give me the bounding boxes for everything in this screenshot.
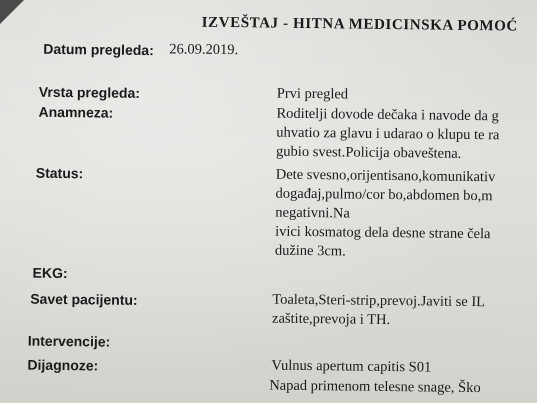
diagnosis-line-2: Napad primenom telesne snage, Ško — [269, 377, 481, 397]
exam-type-value: Prvi pregled — [276, 85, 349, 103]
ekg-label: EKG: — [32, 264, 68, 282]
diagnosis-line-1: Vulnus apertum capitis S01 — [271, 357, 432, 376]
diagnoses-label: Dijagnoze: — [27, 356, 99, 374]
anamnesis-label: Anamneza: — [38, 103, 114, 121]
status-line-2: događaj,pulmo/cor bo,abdomen bo,m — [275, 185, 493, 205]
patient-advice-label: Savet pacijentu: — [30, 290, 138, 308]
date-value: 26.09.2019. — [169, 41, 239, 59]
anamnesis-line-1: Roditelji dovode dečaka i navode da g — [276, 105, 499, 125]
exam-type-label: Vrsta pregleda: — [38, 83, 141, 101]
status-line-4: ivici kosmatog dela desne strane čela — [275, 223, 491, 243]
patient-advice-line-1: Toaleta,Steri-strip,prevoj.Javiti se IL — [272, 291, 486, 311]
anamnesis-line-3: gubio svest.Policija obaveštena. — [275, 143, 462, 162]
photo-shadow-corner — [0, 0, 24, 24]
anamnesis-line-2: uhvatio za glavu i udarao o klupu te ra — [276, 124, 500, 144]
interventions-label: Intervencije: — [27, 332, 111, 350]
date-label: Datum pregleda: — [43, 40, 154, 59]
report-title: IZVEŠTAJ - HITNA MEDICINSKA POMOĆ — [201, 14, 518, 35]
status-label: Status: — [35, 164, 84, 182]
patient-advice-line-2: zaštite,prevoja i TH. — [271, 310, 391, 329]
status-line-5: dužine 3cm. — [274, 242, 346, 260]
status-line-1: Dete svesno,orijentisano,komunikativ — [275, 166, 496, 186]
status-line-3: negativni.Na — [275, 204, 350, 222]
